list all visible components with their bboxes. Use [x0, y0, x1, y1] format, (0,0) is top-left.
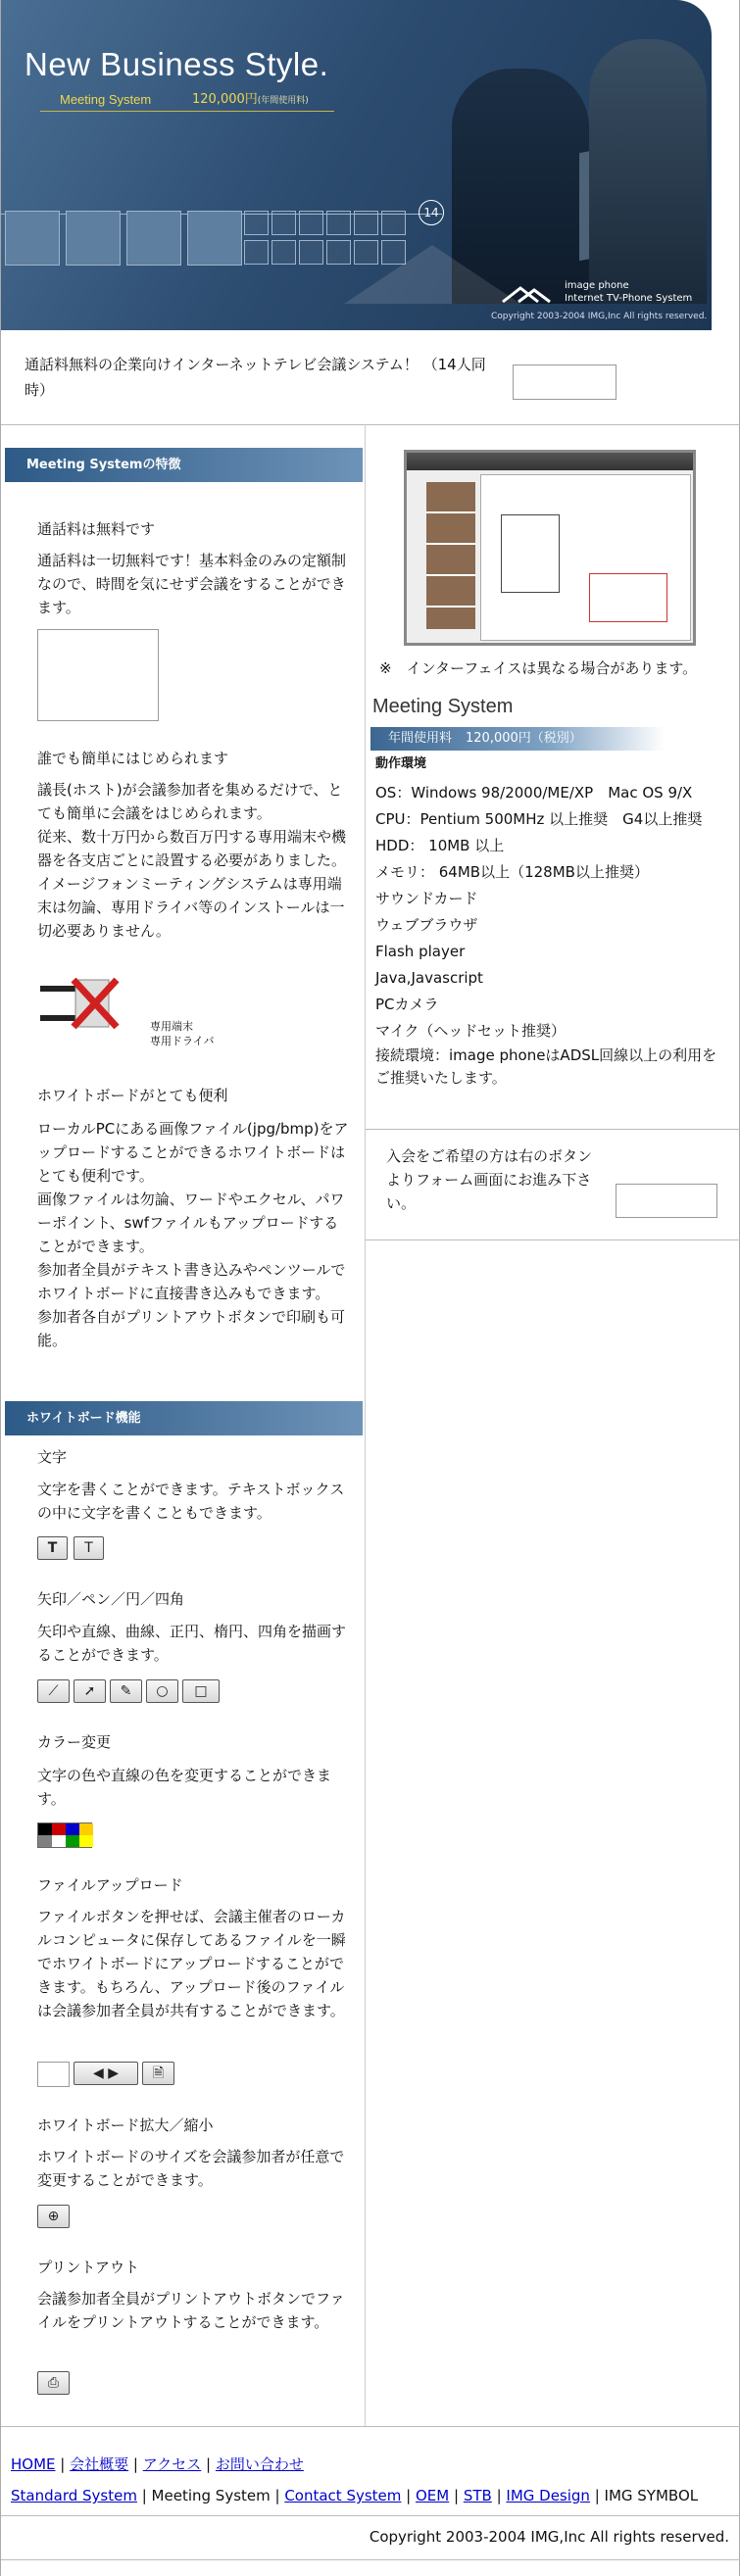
requirement-item: サウンドカード — [375, 890, 478, 907]
separator: | — [449, 2487, 464, 2504]
feature-title: ホワイトボードがとても便利 — [37, 1087, 228, 1104]
join-instructions: 入会をご希望の方は右のボタンよりフォーム画面にお進み下さい。 — [386, 1147, 593, 1212]
wb-title: 矢印／ペン／円／四角 — [37, 1590, 185, 1608]
participant-count-badge: 14 — [419, 200, 444, 225]
pen-tool-icon[interactable]: ✎ — [110, 1679, 142, 1703]
rectangle-tool-icon[interactable]: □ — [182, 1679, 220, 1703]
separator: | — [401, 2487, 416, 2504]
screenshot-floorplan — [501, 514, 560, 593]
footer-link[interactable]: 会社概要 — [70, 2455, 129, 2473]
footer-link[interactable]: OEM — [415, 2487, 450, 2504]
footer-link[interactable]: IMG Design — [506, 2487, 590, 2504]
interface-note: ※ インターフェイスは異なる場合があります。 — [379, 659, 698, 677]
color-swatch[interactable] — [66, 1823, 79, 1835]
screenshot-toolbar — [407, 453, 693, 470]
product-name: Meeting System — [372, 696, 514, 717]
wb-body: 会議参加者全員がプリントアウトボタンでファイルをプリントアウトすることができます。 — [37, 2290, 345, 2331]
footer-link[interactable]: Contact System — [284, 2487, 402, 2504]
color-swatch[interactable] — [38, 1823, 52, 1835]
divider — [1, 2515, 740, 2516]
wb-title: プリントアウト — [37, 2259, 139, 2276]
price-bar — [370, 727, 665, 751]
file-field[interactable] — [37, 2062, 70, 2087]
requirements-title: 動作環境 — [375, 756, 427, 771]
requirement-item: ウェブブラウザ — [375, 916, 478, 934]
wb-body: 矢印や直線、曲線、正円、楕円、四角を描画することができます。 — [37, 1623, 347, 1664]
color-palette[interactable] — [37, 1823, 92, 1848]
color-swatch[interactable] — [66, 1835, 79, 1847]
requirements-list — [375, 780, 720, 1091]
zoom-icon[interactable]: ⊕ — [37, 2205, 70, 2228]
wb-title: カラー変更 — [37, 1733, 112, 1751]
requirement-item: 接続環境：image phoneはADSL回線以上の利用をご推奨いたします。 — [375, 1046, 717, 1088]
silhouette-icon — [5, 211, 60, 266]
requirement-item: CPU：Pentium 500MHz 以上推奨 G4以上推奨 — [375, 810, 703, 828]
color-swatch[interactable] — [38, 1835, 52, 1847]
footer-link[interactable]: HOME — [11, 2455, 56, 2473]
file-nav-arrows-icon[interactable]: ◀ ▶ — [74, 2062, 138, 2085]
price-label: 年間使用料 — [388, 731, 453, 746]
screenshot-whiteboard — [480, 474, 691, 641]
line-tool-icon[interactable]: ⟋ — [37, 1679, 70, 1703]
tagline: 通話料無料の企業向けインターネットテレビ会議システム！ （14人同時） — [25, 356, 486, 399]
banner-logo-text: image phone Internet TV-Phone System — [565, 280, 693, 304]
separator: | — [589, 2487, 605, 2504]
app-screenshot — [404, 450, 696, 646]
no-device-icon — [38, 976, 156, 1054]
footer-link[interactable]: STB — [463, 2487, 492, 2504]
requirement-item: メモリ： 64MB以上（128MB以上推奨） — [375, 863, 649, 881]
join-button[interactable] — [616, 1184, 717, 1218]
grid-square — [244, 240, 269, 265]
silhouette-icon — [187, 211, 242, 266]
wb-body: 文字を書くことができます。テキストボックスの中に文字を書くこともできます。 — [37, 1481, 345, 1522]
footer-nav-products — [11, 2484, 698, 2507]
no-device-labels: 専用端末 専用ドライバ — [150, 1020, 215, 1048]
divider — [366, 1129, 740, 1130]
separator: | — [270, 2487, 285, 2504]
separator: | — [55, 2455, 71, 2473]
image-phone-logo-icon — [501, 284, 560, 304]
textbox-tool-icon[interactable]: T — [74, 1536, 104, 1560]
circle-tool-icon[interactable]: ○ — [146, 1679, 178, 1703]
wb-body: 文字の色や直線の色を変更することができます。 — [37, 1767, 332, 1808]
arrow-tool-icon[interactable]: ➚ — [74, 1679, 106, 1703]
file-upload-icon[interactable]: 🗎 — [142, 2062, 174, 2085]
footer-copyright: Copyright 2003-2004 IMG,Inc All rights reserved. — [369, 2528, 729, 2546]
requirement-item: Flash player — [375, 943, 466, 960]
wb-body: ファイルボタンを押せば、会議主催者のローカルコンピュータに保存してあるファイルを一瞬でホワイトボードにアップロードすることができます。もちろん、アップロード後のファイルは会議参加者全員が共有することができます。 — [37, 1908, 346, 2019]
separator: | — [128, 2455, 143, 2473]
feature-body: 議長(ホスト)が会議参加者を集めるだけで、とても簡単に会議をはじめられます。 従来、数十万円から数百万円する専用端末や機器を各支店ごとに設置する必要がありました。 イメージフォンミーティングシステムは専用端末は勿論、専用ドライバ等のインストールは一切必要ありません。 — [37, 781, 347, 940]
divider — [366, 1239, 740, 1240]
footer-link[interactable]: アクセス — [142, 2455, 202, 2473]
separator: | — [136, 2487, 152, 2504]
banner-title: New Business Style. — [25, 46, 329, 82]
banner-subtitle — [40, 88, 334, 112]
grid-square — [299, 211, 323, 235]
divider — [1, 424, 740, 425]
features-header: Meeting Systemの特徴 — [5, 448, 363, 482]
footer-current-item: Meeting System — [151, 2487, 271, 2504]
screenshot-drawing — [589, 573, 667, 622]
requirement-item: HDD： 10MB 以上 — [375, 837, 505, 854]
tagline-image-placeholder — [513, 365, 617, 400]
footer-link[interactable]: お問い合わせ — [215, 2455, 304, 2473]
silhouette-icon — [126, 211, 181, 266]
footer-current-item: IMG SYMBOL — [604, 2487, 699, 2504]
wb-title: 文字 — [37, 1448, 68, 1466]
column-divider — [365, 424, 366, 2426]
grid-square — [271, 240, 296, 265]
color-swatch[interactable] — [79, 1835, 93, 1847]
divider — [1, 2426, 740, 2427]
screenshot-participants — [426, 482, 475, 629]
grid-square — [244, 211, 269, 235]
roof-shape — [344, 245, 520, 304]
print-icon[interactable]: ⎙ — [37, 2371, 70, 2395]
banner-copyright: Copyright 2003-2004 IMG,Inc All rights reserved. — [491, 312, 708, 321]
banner-product-name: Meeting System — [60, 92, 152, 107]
requirement-item: PCカメラ — [375, 996, 439, 1013]
divider — [1, 2559, 740, 2560]
grid-square — [326, 211, 351, 235]
separator: | — [201, 2455, 216, 2473]
feature-title: 誰でも簡単にはじめられます — [37, 750, 229, 767]
requirement-item: マイク（ヘッドセット推奨） — [375, 1022, 566, 1040]
hero-banner — [1, 0, 712, 330]
color-swatch[interactable] — [79, 1823, 93, 1835]
grid-square — [299, 240, 323, 265]
text-tool-icon[interactable]: T — [37, 1536, 68, 1560]
color-swatch[interactable] — [52, 1823, 66, 1835]
footer-nav-primary — [11, 2453, 304, 2476]
footer-link[interactable]: Standard System — [11, 2487, 137, 2504]
requirement-item: OS：Windows 98/2000/ME/XP Mac OS 9/X — [375, 784, 693, 802]
banner-person-man — [589, 39, 707, 304]
wb-title: ホワイトボード拡大／縮小 — [37, 2116, 214, 2134]
price-value: 120,000円（税別） — [466, 731, 582, 746]
feature-title: 通話料は無料です — [37, 520, 156, 538]
feature-body: ローカルPCにある画像ファイル(jpg/bmp)をアップロードすることができるホワイトボードはとても便利です。 画像ファイルは勿論、ワードやエクセル、パワーポイント、swfファイルもアップロードすることができます。 参加者全員がテキスト書き込みやペンツールでホワイトボードに直接書き込みもできます。 参加者各自がプリントアウトボタンで印刷も可能。 — [37, 1120, 349, 1349]
grid-square — [271, 211, 296, 235]
wb-title: ファイルアップロード — [37, 1876, 183, 1894]
grid-square — [354, 211, 378, 235]
separator: | — [491, 2487, 507, 2504]
requirement-item: Java,Javascript — [375, 969, 483, 987]
silhouette-icon — [66, 211, 121, 266]
color-swatch[interactable] — [52, 1835, 66, 1847]
whiteboard-header: ホワイトボード機能 — [5, 1401, 363, 1435]
wb-body: ホワイトボードのサイズを会議参加者が任意で変更することができます。 — [37, 2148, 345, 2189]
grid-square — [381, 211, 406, 235]
feature-body: 通話料は一切無料です！基本料金のみの定額制なので、時間を気にせず会議をすることができます。 — [37, 552, 347, 616]
banner-price: 120,000円(年間使用料) — [192, 92, 309, 107]
feature-image-placeholder — [37, 629, 159, 721]
